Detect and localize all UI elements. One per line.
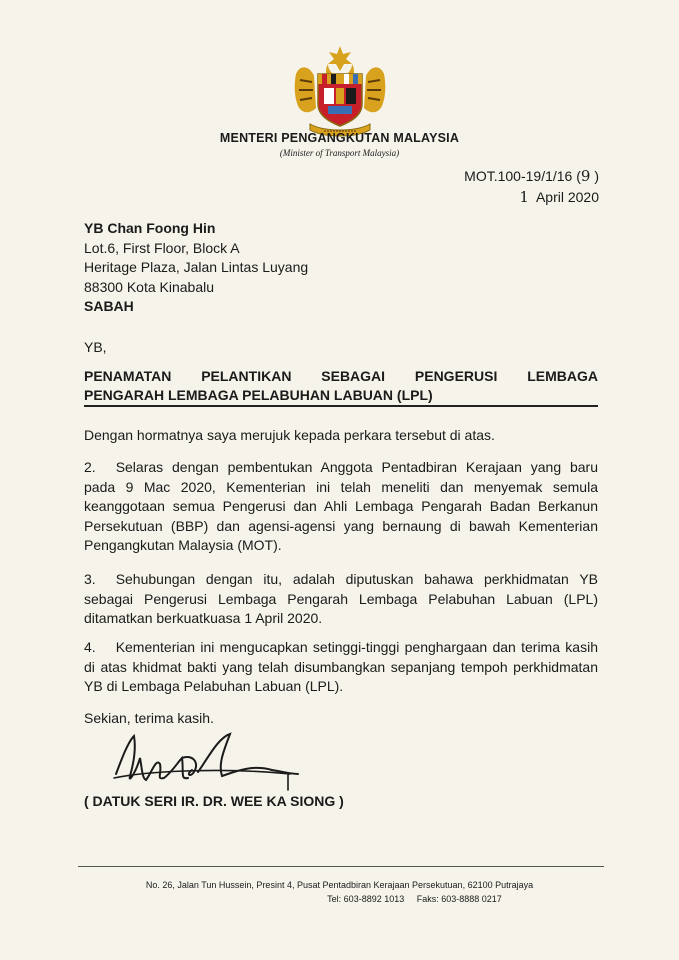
ministry-name: MENTERI PENGANGKUTAN MALAYSIA bbox=[219, 131, 460, 145]
ministry-name-en: (Minister of Transport Malaysia) bbox=[279, 148, 400, 158]
subject-line-1: PENAMATAN PELANTIKAN SEBAGAI PENGERUSI LEMBAGA bbox=[84, 368, 598, 384]
paragraph-3: 3. Sehubungan dengan itu, adalah diputuskan bahawa perkhidmatan YB sebagai Pengerusi Lembaga Pengarah Lembaga Pelabuhan Labuan (LPL) ditamatkan berkuatkuasa 1 April 2020. bbox=[84, 571, 598, 626]
salutation: YB, bbox=[84, 339, 107, 355]
paragraph-4: 4. Kementerian ini mengucapkan setinggi-tinggi penghargaan dan terima kasih di atas khidmat bakti yang telah disumbangkan sepanjang tempoh perkhidmatan YB di Lembaga Pelabuhan Labuan (LPL). bbox=[84, 639, 598, 694]
address-line: 88300 Kota Kinabalu bbox=[84, 278, 214, 295]
subject-underline bbox=[84, 405, 598, 407]
opening-paragraph: Dengan hormatnya saya merujuk kepada perkara tersebut di atas. bbox=[84, 427, 495, 443]
address-line: Heritage Plaza, Jalan Lintas Luyang bbox=[84, 259, 309, 275]
footer bbox=[0, 878, 679, 906]
footer-address: No. 26, Jalan Tun Hussein, Presint 4, Pusat Pentadbiran Kerajaan Persekutuan, 62100 Putrajaya bbox=[145, 880, 534, 890]
letter-date: 1 April 2020 bbox=[519, 188, 599, 206]
malaysia-coat-of-arms-icon bbox=[290, 44, 390, 140]
reference-number: MOT.100-19/1/16 (9 ) bbox=[464, 167, 599, 185]
footer-contact: Tel: 603-8892 1013 Faks: 603-8888 0217 bbox=[327, 894, 502, 904]
recipient-name: YB Chan Foong Hin bbox=[84, 220, 216, 236]
closing-line: Sekian, terima kasih. bbox=[84, 710, 214, 726]
footer-divider bbox=[78, 866, 604, 867]
date-handwritten-day: 1 bbox=[519, 188, 529, 206]
signer-name: ( DATUK SERI IR. DR. WEE KA SIONG ) bbox=[84, 793, 344, 809]
reference-block bbox=[464, 166, 599, 208]
address-line: Lot.6, First Floor, Block A bbox=[84, 239, 240, 256]
recipient-address bbox=[84, 219, 308, 317]
address-state: SABAH bbox=[84, 298, 134, 314]
paragraph-2: 2. Selaras dengan pembentukan Anggota Pentadbiran Kerajaan yang baru pada 9 Mac 2020, Kementerian ini telah meneliti dan menyemak semula keanggotaan semua Pengerusi dan Ahli Lembaga Pengarah Badan Berkanun Persekutuan (BBP) dan agensi-agensi yang bernaung di bawah Kementerian Pengangkutan Malaysia (MOT). bbox=[84, 459, 598, 553]
subject-heading bbox=[84, 367, 598, 405]
signature-image bbox=[112, 728, 302, 798]
subject-line-2: PENGARAH LEMBAGA PELABUHAN LABUAN (LPL) bbox=[84, 387, 433, 403]
reference-handwritten-number: 9 bbox=[580, 167, 591, 185]
